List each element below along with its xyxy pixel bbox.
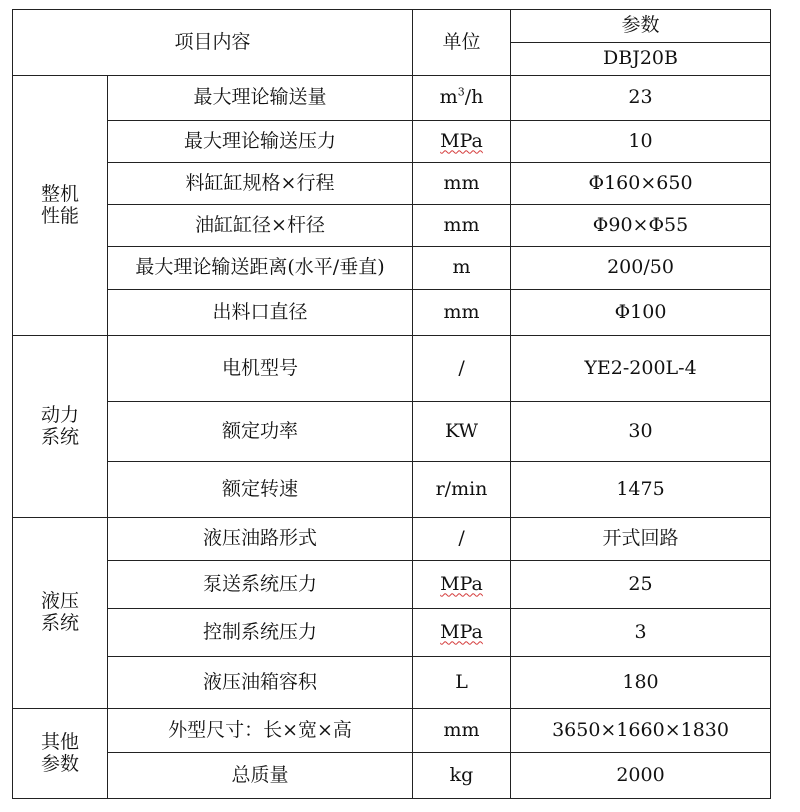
item-cell: 外型尺寸：长×宽×高 [108,709,413,753]
header-params: 参数 [511,10,771,43]
table-row [13,709,771,753]
item-cell: 泵送系统压力 [108,561,413,609]
table-row [13,462,771,518]
item-cell: 额定功率 [108,402,413,462]
unit-cell: $m^3/h$ [413,76,511,121]
value-cell: Φ160×650 [511,163,771,205]
category-cell [13,76,108,336]
category-cell [13,336,108,518]
header-model: DBJ20B [511,43,771,76]
item-cell: 出料口直径 [108,290,413,336]
unit-cell: mm [413,163,511,205]
unit-cell: mm [413,709,511,753]
unit-cell: MPa [413,609,511,657]
category-label: 液压 [40,590,79,613]
table-row [13,402,771,462]
value-cell: 3650×1660×1830 [511,709,771,753]
table-row [13,76,771,121]
unit-cell: m [413,247,511,290]
value-cell: 2000 [511,753,771,799]
unit-cell: r/min [413,462,511,518]
item-cell: 油缸缸径×杆径 [108,205,413,247]
table-row [13,561,771,609]
unit-cell: kg [413,753,511,799]
value-cell: 200/50 [511,247,771,290]
value-cell: 3 [511,609,771,657]
item-cell: 控制系统压力 [108,609,413,657]
value-cell: Φ90×Φ55 [511,205,771,247]
value-cell: 30 [511,402,771,462]
category-label: 动力 [40,403,79,426]
unit-cell: MPa [413,121,511,163]
table-row [13,518,771,561]
table-row [13,657,771,709]
value-cell: 25 [511,561,771,609]
table-row [13,753,771,799]
value-cell: 10 [511,121,771,163]
value-cell: 1475 [511,462,771,518]
table-row [13,247,771,290]
value-cell: YE2-200L-4 [511,336,771,402]
unit-cell: / [413,336,511,402]
category-label: 性能 [40,204,79,227]
item-cell: 电机型号 [108,336,413,402]
item-cell: 额定转速 [108,462,413,518]
value-cell: Φ100 [511,290,771,336]
category-label: 系统 [40,612,79,634]
table-row [13,121,771,163]
unit-cell: L [413,657,511,709]
table-row [13,163,771,205]
item-cell: 最大理论输送距离(水平/垂直) [108,247,413,290]
unit-cell: / [413,518,511,561]
item-cell: 料缸缸规格×行程 [108,163,413,205]
category-label: 系统 [40,425,79,448]
table-row [13,290,771,336]
category-label: 参数 [40,752,79,775]
item-cell: 总质量 [108,753,413,799]
header-unit: 单位 [413,10,511,76]
table-row [13,336,771,402]
value-cell: 开式回路 [511,518,771,561]
item-cell: 最大理论输送量 [108,76,413,121]
category-label: 其他 [40,730,79,753]
category-cell [13,709,108,799]
item-cell: 液压油箱容积 [108,657,413,709]
value-cell: 23 [511,76,771,121]
header-item-content: 项目内容 [13,10,413,76]
spec-table [12,9,771,799]
category-cell [13,518,108,709]
unit-cell: mm [413,205,511,247]
unit-cell: KW [413,402,511,462]
category-label: 整机 [40,182,79,205]
unit-cell: mm [413,290,511,336]
table-row [13,609,771,657]
table-row [13,205,771,247]
item-cell: 最大理论输送压力 [108,121,413,163]
value-cell: 180 [511,657,771,709]
item-cell: 液压油路形式 [108,518,413,561]
header-row [13,10,771,43]
unit-cell: MPa [413,561,511,609]
